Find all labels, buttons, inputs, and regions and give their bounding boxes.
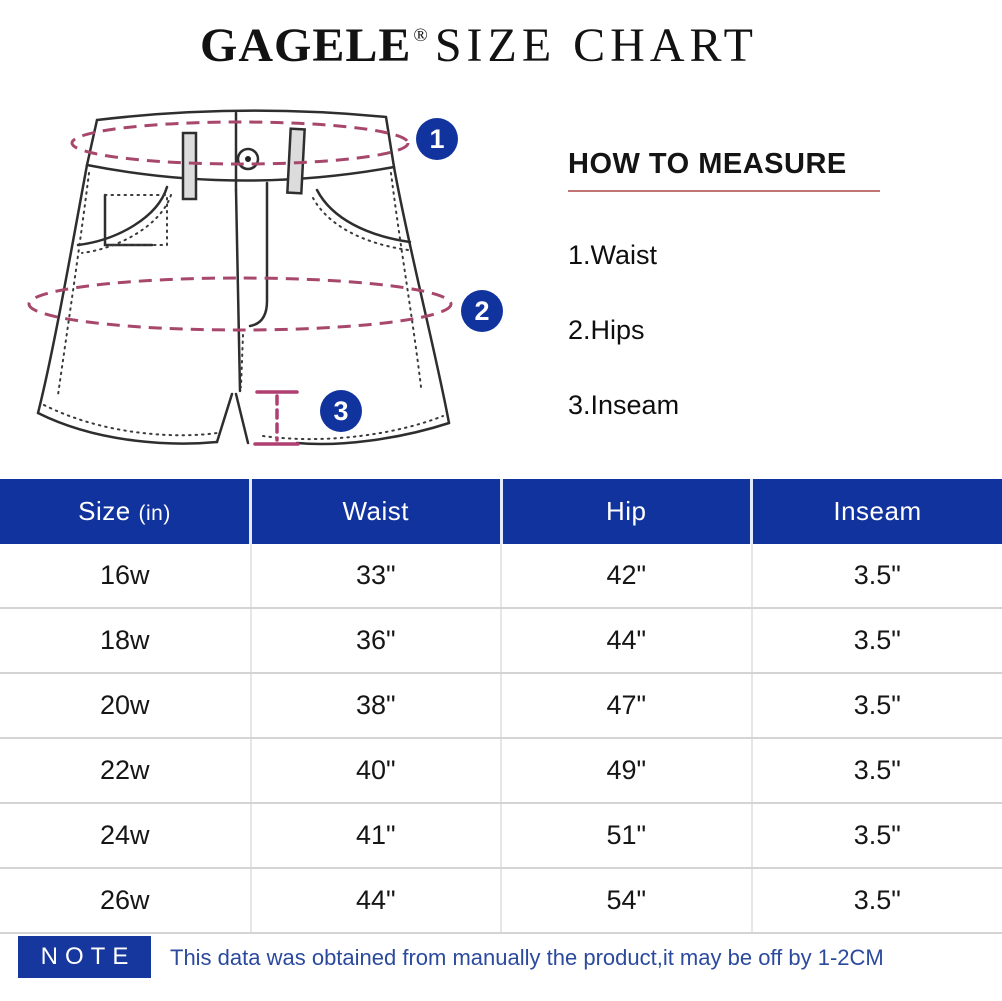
size-table-body [0,544,1002,933]
cell-hip: 51" [501,803,752,868]
cell-hip: 54" [501,868,752,933]
size-table [0,479,1002,934]
header-label: Size [78,496,131,526]
cell-size: 18w [0,608,251,673]
title-text: SIZE CHART [434,19,758,72]
marker-3-label: 3 [333,396,349,426]
cell-waist: 38" [251,673,502,738]
registered-trademark-icon: ® [413,25,428,46]
table-row [0,673,1002,738]
size-table-header-cell [251,479,502,544]
table-row [0,608,1002,673]
marker-1-label: 1 [429,124,445,154]
cell-inseam: 3.5" [752,868,1002,933]
cell-size: 26w [0,868,251,933]
cell-size: 22w [0,738,251,803]
header-unit: (in) [138,502,171,525]
how-to-measure-heading: HOW TO MEASURE [568,148,880,192]
cell-hip: 42" [501,544,752,608]
page-title [0,18,1002,73]
size-table-header-cell [0,479,251,544]
cell-inseam: 3.5" [752,673,1002,738]
cell-waist: 41" [251,803,502,868]
cell-inseam: 3.5" [752,544,1002,608]
cell-hip: 44" [501,608,752,673]
brand-name: GAGELE [200,19,412,72]
shorts-diagram-svg [0,95,520,475]
cell-size: 16w [0,544,251,608]
table-row [0,803,1002,868]
cell-hip: 49" [501,738,752,803]
cell-waist: 44" [251,868,502,933]
header-label: Hip [605,496,647,526]
note-text: This data was obtained from manually the product,it may be off by 1-2CM [170,945,884,970]
table-row [0,544,1002,608]
cell-hip: 47" [501,673,752,738]
marker-1-waist [416,118,458,160]
note-badge: NOTE [18,936,151,978]
cell-size: 20w [0,673,251,738]
cell-waist: 36" [251,608,502,673]
hip-measure-ellipse [29,278,451,330]
cell-waist: 40" [251,738,502,803]
cell-waist: 33" [251,544,502,608]
cell-size: 24w [0,803,251,868]
size-table-header-row [0,479,1002,544]
shorts-measurement-diagram [0,95,520,475]
cell-inseam: 3.5" [752,608,1002,673]
marker-2-hips [461,290,503,332]
table-row [0,738,1002,803]
measure-list [568,240,898,421]
measure-list-item: 1.Waist [568,240,658,270]
size-table-header-cell [752,479,1002,544]
header-label: Waist [342,496,410,526]
marker-3-inseam [320,390,362,432]
measure-list-item: 3.Inseam [568,390,680,420]
header-label: Inseam [833,496,922,526]
measure-list-item: 2.Hips [568,315,645,345]
size-table-head [0,479,1002,544]
table-row [0,868,1002,933]
how-to-measure-section [568,148,898,421]
cell-inseam: 3.5" [752,803,1002,868]
shorts-outline [38,111,449,444]
cell-inseam: 3.5" [752,738,1002,803]
size-table-header-cell [501,479,752,544]
inseam-measure-line [255,392,298,444]
marker-2-label: 2 [474,296,490,326]
